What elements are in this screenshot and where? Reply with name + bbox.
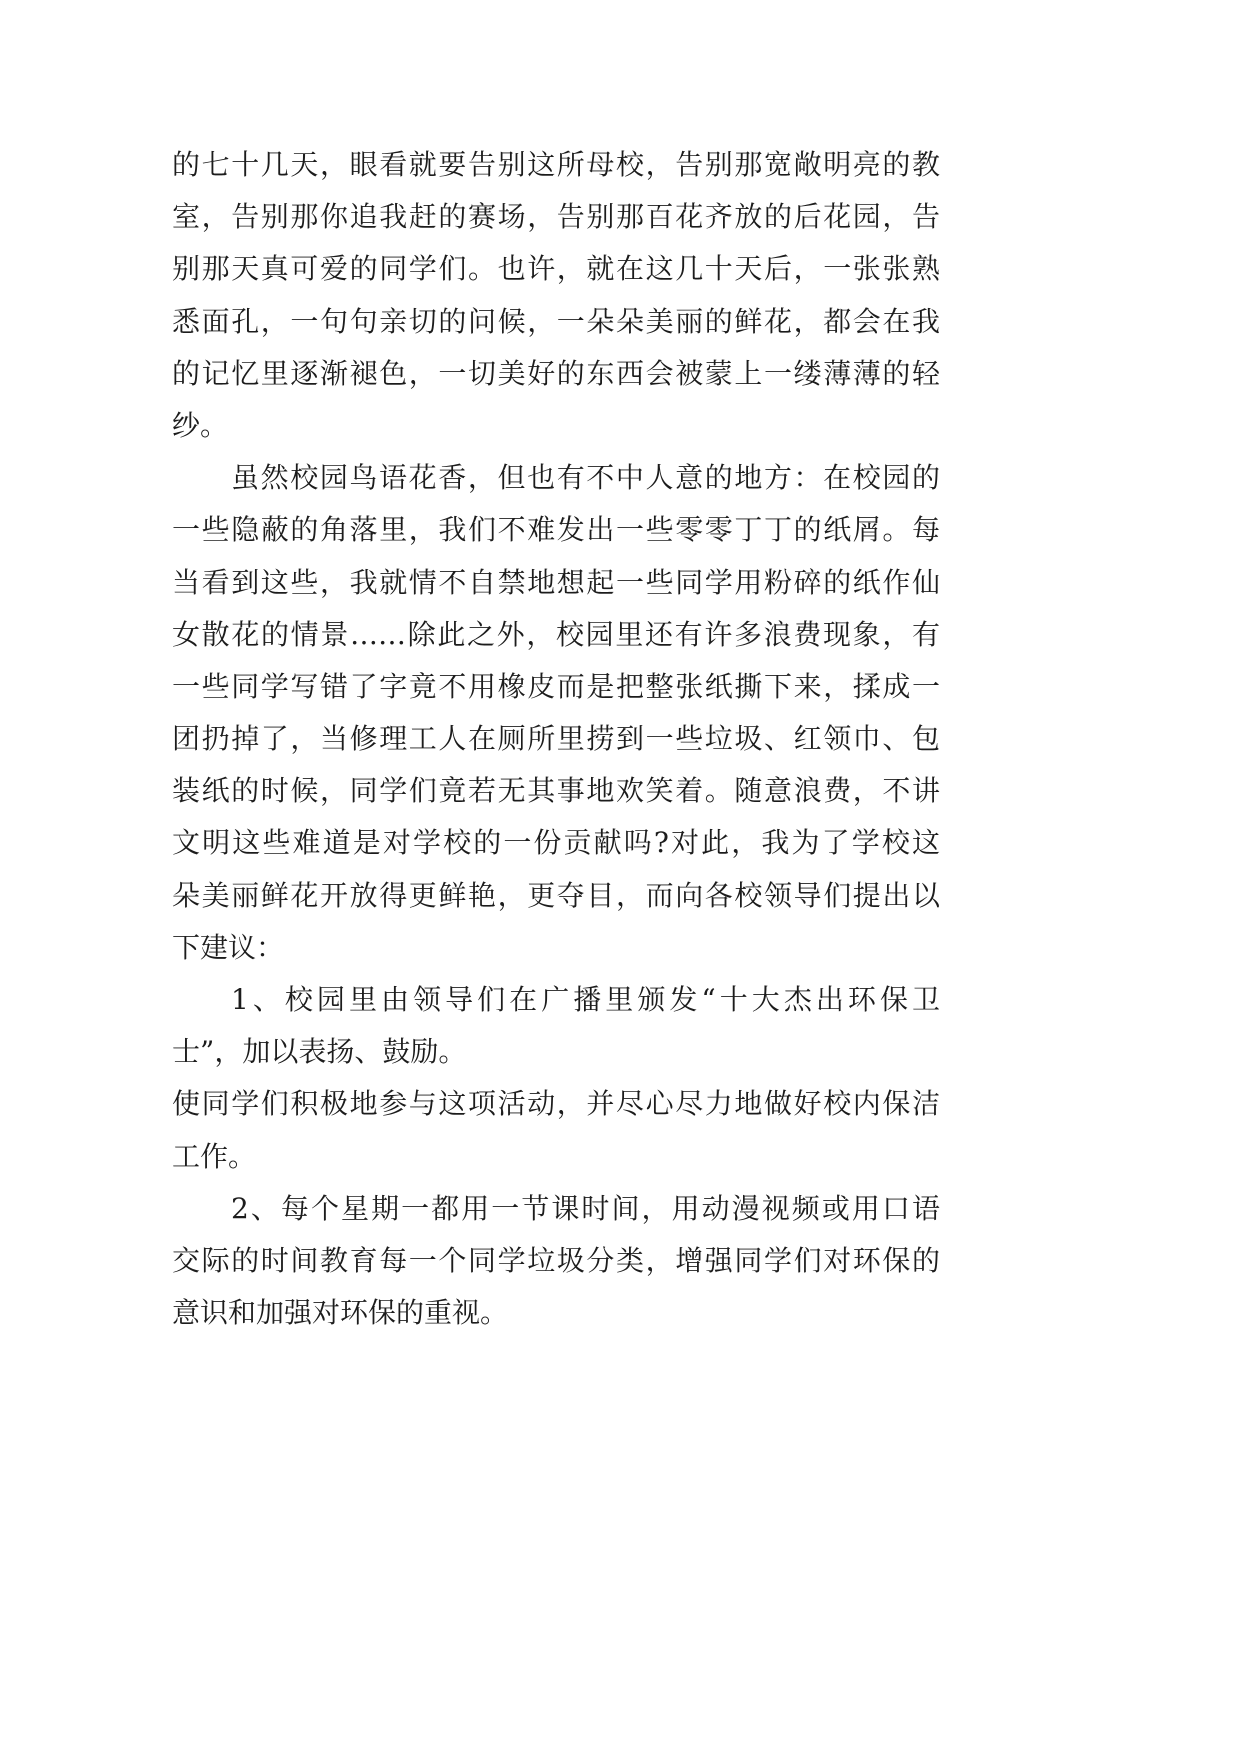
- text-line: 朵美丽鲜花开放得更鲜艳，更夺目，而向各校领导们提出以: [172, 878, 940, 912]
- text-line: 一些同学写错了字竟不用橡皮而是把整张纸撕下来，揉成一: [172, 669, 940, 703]
- text-line: 纱。: [172, 408, 229, 442]
- paragraph: [172, 452, 940, 974]
- text-line: 团扔掉了，当修理工人在厕所里捞到一些垃圾、红领巾、包: [172, 722, 940, 756]
- text-line: 士”，加以表扬、鼓励。: [172, 1035, 467, 1069]
- paragraph: [172, 1078, 940, 1182]
- text-line: 当看到这些，我就情不自禁地想起一些同学用粉碎的纸作仙: [172, 565, 940, 599]
- text-line: 装纸的时候，同学们竟若无其事地欢笑着。随意浪费，不讲: [172, 774, 940, 808]
- text-line: 女散花的情景……除此之外，校园里还有许多浪费现象，有: [172, 617, 940, 651]
- text-line: 一些隐蔽的角落里，我们不难发出一些零零丁丁的纸屑。每: [172, 513, 940, 547]
- paragraph: [172, 1183, 940, 1340]
- paragraph: [172, 139, 940, 452]
- text-line: 的七十几天，眼看就要告别这所母校，告别那宽敞明亮的教: [172, 148, 940, 181]
- paragraph: [172, 974, 940, 1078]
- text-line: 使同学们积极地参与这项活动，并尽心尽力地做好校内保洁: [172, 1087, 940, 1121]
- text-line: 工作。: [172, 1139, 257, 1173]
- text-line: 交际的时间教育每一个同学垃圾分类，增强同学们对环保的: [172, 1243, 940, 1277]
- text-line: 虽然校园鸟语花香，但也有不中人意的地方：在校园的: [231, 461, 940, 495]
- text-line: 2、每个星期一都用一节课时间，用动漫视频或用口语: [231, 1191, 940, 1225]
- text-line: 的记忆里逐渐褪色，一切美好的东西会被蒙上一缕薄薄的轻: [172, 356, 940, 390]
- text-line: 意识和加强对环保的重视。: [172, 1296, 509, 1330]
- text-line: 室，告别那你追我赶的赛场，告别那百花齐放的后花园，告: [172, 200, 940, 234]
- text-line: 文明这些难道是对学校的一份贡献吗?对此，我为了学校这: [172, 826, 940, 860]
- text-line: 下建议：: [172, 930, 285, 964]
- text-line: 别那天真可爱的同学们。也许，就在这几十天后，一张张熟: [172, 252, 940, 286]
- text-line: 悉面孔，一句句亲切的问候，一朵朵美丽的鲜花，都会在我: [172, 304, 940, 338]
- text-line: 1、校园里由领导们在广播里颁发“十大杰出环保卫: [231, 983, 940, 1016]
- document-body: [172, 139, 940, 1339]
